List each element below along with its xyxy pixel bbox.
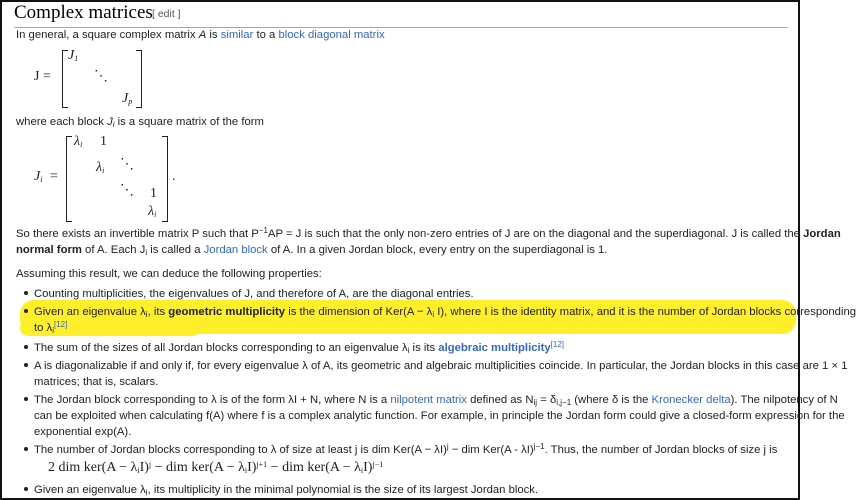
link-algebraic-multiplicity[interactable]: algebraic multiplicity — [438, 342, 551, 354]
bullet-icon — [24, 447, 28, 451]
bullet-icon — [24, 345, 28, 349]
list-item-geometric: Given an eigenvalue $\lambda_i$, its geometric multiplicity is the dimension of $Ker(A - \lambda_i$ I), where I is the identity matrix, and it is the number of Jordan blocks corresponding — [18, 304, 856, 320]
list-item-diagonalizable: A is diagonalizable if and only if, for every eigenvalue λ of A, its geometric and algebraic multiplicities coincide. In particular, the Jordan blocks in this case are 1 × 1 — [18, 358, 848, 374]
list-item-diagonalizable-cont: matrices; that is, scalars. — [34, 376, 159, 388]
bullet-icon — [24, 291, 28, 295]
jordan-normal-form-paragraph-line1: So there exists an invertible matrix P such that $P^{-1}AP = J$ is such that the only non-zero entries of J are on the diagonal and the superdiagonal. J is called the Jordan — [16, 226, 841, 240]
citation-12b[interactable]: [12] — [550, 340, 565, 349]
bullet-icon — [24, 487, 28, 491]
left-bracket — [66, 136, 72, 222]
link-kronecker-delta[interactable]: Kronecker delta — [651, 394, 731, 406]
bullet-icon — [24, 363, 28, 367]
link-nilpotent-matrix[interactable]: nilpotent matrix — [390, 394, 467, 406]
bullet-icon — [24, 397, 28, 401]
block-count-formula: 2 dim $ker(A - \lambda_iI)^j$ − dim $ker(A - \lambda_iI)^{j+1}$ − dim $ker(A - \lambda_iI)^{j-1}$ — [48, 460, 384, 475]
link-jordan-block[interactable]: Jordan block — [203, 244, 268, 256]
article-section: Complex matrices [ edit ] In general, a square complex matrix A is similar to a block diagonal matrix J = $J_1$ ⋱ $J_p$ where each block $J_i$ is a square matrix of the form $J_i$ = $\lambda_i$ 1 $\lambda_i$ ⋱ ⋱ 1 $\lambda_i$ . So there exists an invertible matrix P such that $P^{-1}AP = J$ is such that the only non-zero entries of J are on the diagonal and the superdiagonal. J is called the Jordan normal form of A. Each $J_i$ is called a Jordan block of A. In a given Jordan block, every entry on the superdiagonal is 1. Assuming this result, we can deduce the following properties: Counting multiplicities, the eigenvalues of J, and therefore of A, are the diagonal entries. Given an eigenvalue $\lambda_i$, its geometric multiplicity is the dimension of $Ker(A - \lambda_i$ I), where I is the identity matrix, and it is the number of Jordan blocks corresponding to $\lambda_i[12]$ The sum of the sizes of all Jordan blocks corresponding to an eigenvalue $\lambda_i$ is its algebraic multiplicity[12] A is diagonalizable if and only if, for every eigenvalue λ of A, its geometric and algebraic multiplicities coincide. In particular, the Jordan blocks in this case are 1 × 1 matrices; that is, scalars. The Jordan block corresponding to λ is of the form λI + N, where N is a nilpotent matrix defined as $N_{ij} = \delta_{i,j-1}$ (where δ is the Kronecker delta). The nilpotency of N can be exploited when calculating f(A) where f is a complex analytic function. For example, in principle the Jordan form could give a closed-form expression for the exponential exp(A). The number of Jordan blocks corresponding to λ of size at least j is dim $Ker(A - \lambda I)^j$ − dim Ker(A - λI)$^{j-1}$. Thus, the number of Jordan blocks of size j is 2 dim $ker(A - \lambda_iI)^j$ − dim $ker(A - \lambda_iI)^{j+1}$ − dim $ker(A - \lambda_iI)^{j-1}$ Given an eigenvalue $\lambda_i$, its multiplicity in the minimal polynomial is the size of its largest Jordan block. — [0, 0, 800, 500]
list-item-nilpotent: The Jordan block corresponding to λ is of the form λI + N, where N is a nilpotent matrix defined as $N_{ij} = \delta_{i,j-1}$ (where δ is the Kronecker delta). The nilpotency of N — [18, 392, 838, 408]
where-paragraph: where each block $J_i$ is a square matrix of the form — [16, 116, 264, 129]
edit-link[interactable]: [ edit ] — [152, 8, 181, 20]
list-item-block-count: The number of Jordan blocks corresponding to λ of size at least j is dim $Ker(A - \lambda I)^j$ − dim Ker(A - λI)$^{j-1}$. Thus, the number of Jordan blocks of size j is — [18, 442, 777, 458]
list-item-geometric-cont: to $\lambda_i[12]$ — [34, 320, 68, 335]
link-similar[interactable]: similar — [220, 29, 254, 41]
jordan-normal-form-paragraph-line2: normal form of A. Each $J_i$ is called a Jordan block of A. In a given Jordan block, every entry on the superdiagonal is 1. — [16, 244, 608, 257]
list-item-nilpotent-cont2: exponential exp(A). — [34, 426, 132, 438]
assuming-paragraph: Assuming this result, we can deduce the following properties: — [16, 268, 322, 280]
list-item-algebraic: The sum of the sizes of all Jordan blocks corresponding to an eigenvalue $\lambda_i$ is its algebraic multiplicity[12] — [18, 340, 564, 356]
list-item: Counting multiplicities, the eigenvalues of J, and therefore of A, are the diagonal entries. — [18, 286, 474, 302]
right-bracket — [136, 50, 142, 108]
right-bracket — [162, 136, 168, 222]
list-item-minimal-polynomial: Given an eigenvalue $\lambda_i$, its multiplicity in the minimal polynomial is the size of its largest Jordan block. — [18, 482, 538, 498]
section-heading: Complex matrices — [14, 2, 153, 23]
citation-12[interactable]: [12] — [54, 320, 68, 329]
bullet-icon — [24, 309, 28, 313]
list-item-nilpotent-cont1: can be exploited when calculating f(A) where f is a complex analytic function. For example, in principle the Jordan form could give a closed-form expression for the — [34, 410, 845, 422]
intro-paragraph: In general, a square complex matrix A is similar to a block diagonal matrix — [16, 29, 385, 41]
link-block-diagonal-matrix[interactable]: block diagonal matrix — [278, 29, 385, 41]
